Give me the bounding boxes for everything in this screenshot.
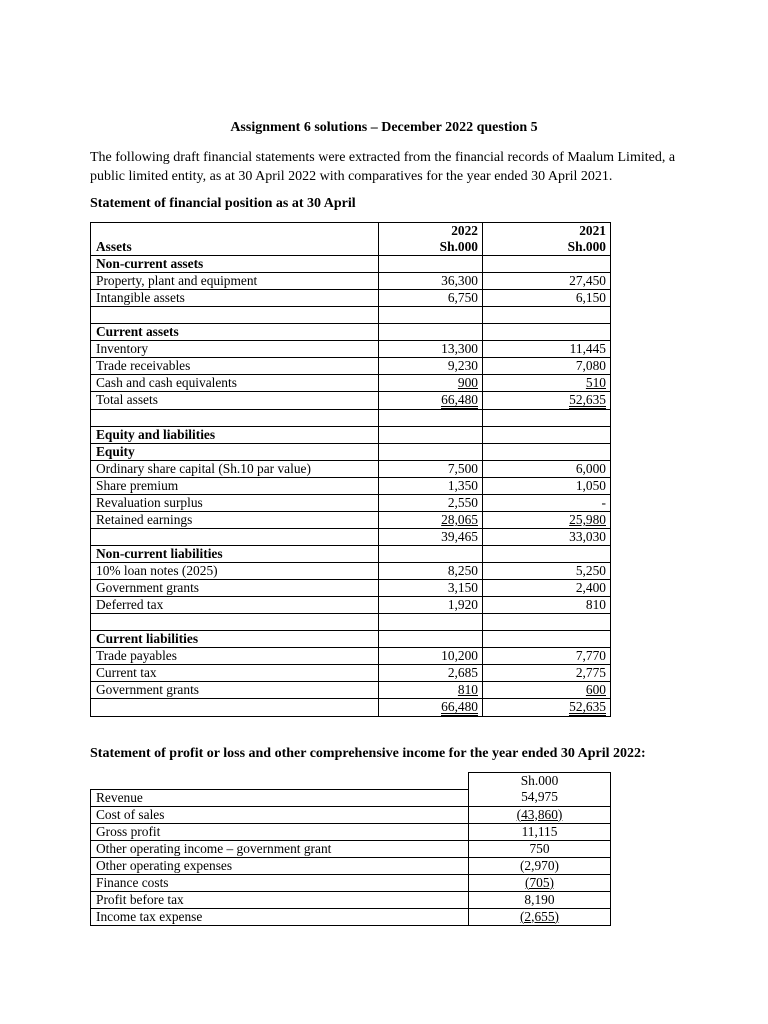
equity-liabilities-label: Equity and liabilities [91,427,379,444]
table-row [91,375,611,392]
cash-2021: 510 [585,375,606,390]
total-el-2021: 52,635 [569,699,606,714]
ppe-2021: 27,450 [483,273,611,290]
intangible-2022: 6,750 [379,290,483,307]
loan-notes-label: 10% loan notes (2025) [91,563,379,580]
table-row [91,444,611,461]
receivables-2021: 7,080 [483,358,611,375]
table-row [91,857,611,874]
pl-row-label: Income tax expense [91,908,469,925]
assets-label: Assets [91,239,379,256]
sfp-heading: Statement of financial position as at 30 April [90,196,356,211]
gov-grants-nc-2022: 3,150 [379,580,483,597]
share-capital-2022: 7,500 [379,461,483,478]
gov-grants-c-2021: 600 [585,682,606,697]
intro-paragraph: The following draft financial statements were extracted from the financial records of Maalum Limited, a public limited entity, as at 30 April 2022 with comparatives for the year ended 30 April 2021. [90,150,676,184]
table-row [91,358,611,375]
sfp-table [90,222,611,717]
loan-notes-2021: 5,250 [483,563,611,580]
payables-label: Trade payables [91,648,379,665]
deferred-tax-2021: 810 [483,597,611,614]
share-capital-label: Ordinary share capital (Sh.10 par value) [91,461,379,478]
document-title: Assignment 6 solutions – December 2022 question 5 [230,120,538,135]
payables-2022: 10,200 [379,648,483,665]
pl-row-label: Revenue [91,789,469,806]
cl-label: Current liabilities [91,631,379,648]
table-row [91,427,611,444]
receivables-label: Trade receivables [91,358,379,375]
retained-2022: 28,065 [441,512,478,527]
table-row [91,597,611,614]
revaluation-2022: 2,550 [379,495,483,512]
table-row [91,908,611,925]
retained-label: Retained earnings [91,512,379,529]
gov-grants-c-label: Government grants [91,682,379,699]
table-row [91,410,611,427]
table-row [91,789,611,806]
pl-row-label: Gross profit [91,823,469,840]
table-row [91,699,611,717]
pl-row-value: (2,970) [519,857,560,873]
pl-row-value: 8,190 [524,891,555,907]
current-tax-label: Current tax [91,665,379,682]
pl-table [90,772,611,926]
pl-row-value: 750 [529,840,550,856]
table-row [91,512,611,529]
table-row [91,495,611,512]
total-assets-2022: 66,480 [441,392,478,407]
total-el-2022: 66,480 [441,699,478,714]
pl-row-value: (43,860) [516,806,563,822]
revaluation-2021: - [483,495,611,512]
table-row [91,478,611,495]
table-row [91,290,611,307]
pl-row-label: Profit before tax [91,891,469,908]
table-row [91,682,611,699]
table-row [91,324,611,341]
table-row [91,580,611,597]
table-row [91,614,611,631]
pl-row-value: 11,115 [521,823,558,839]
col-2021-year: 2021 [483,223,611,240]
current-tax-2022: 2,685 [379,665,483,682]
table-row [91,461,611,478]
pl-row-label: Cost of sales [91,806,469,823]
table-row [91,239,611,256]
table-row [91,256,611,273]
share-premium-2021: 1,050 [483,478,611,495]
nca-label: Non-current assets [91,256,379,273]
inventory-2022: 13,300 [379,341,483,358]
table-row [91,546,611,563]
ppe-2022: 36,300 [379,273,483,290]
intangible-label: Intangible assets [91,290,379,307]
ca-label: Current assets [91,324,379,341]
table-row [91,341,611,358]
gov-grants-nc-2021: 2,400 [483,580,611,597]
revaluation-label: Revaluation surplus [91,495,379,512]
total-assets-label: Total assets [91,392,379,410]
table-row [91,840,611,857]
table-row [91,823,611,840]
table-row [91,631,611,648]
table-row [91,273,611,290]
ncl-label: Non-current liabilities [91,546,379,563]
gov-grants-c-2022: 810 [457,682,478,697]
table-row [91,307,611,324]
pl-unit: Sh.000 [469,773,611,790]
intangible-2021: 6,150 [483,290,611,307]
table-row [91,806,611,823]
receivables-2022: 9,230 [379,358,483,375]
current-tax-2021: 2,775 [483,665,611,682]
share-capital-2021: 6,000 [483,461,611,478]
table-row [91,529,611,546]
pl-row-label: Finance costs [91,874,469,891]
ppe-label: Property, plant and equipment [91,273,379,290]
gov-grants-nc-label: Government grants [91,580,379,597]
col-2022-unit: Sh.000 [379,239,483,256]
inventory-label: Inventory [91,341,379,358]
equity-total-2021: 33,030 [483,529,611,546]
pl-row-value: (2,655) [519,908,560,924]
table-row [91,648,611,665]
share-premium-label: Share premium [91,478,379,495]
cash-2022: 900 [457,375,478,390]
pl-row-value: 54,975 [521,789,558,804]
share-premium-2022: 1,350 [379,478,483,495]
table-row [91,392,611,410]
equity-label: Equity [91,444,379,461]
total-assets-2021: 52,635 [569,392,606,407]
payables-2021: 7,770 [483,648,611,665]
table-row [91,563,611,580]
equity-total-2022: 39,465 [379,529,483,546]
inventory-2021: 11,445 [483,341,611,358]
loan-notes-2022: 8,250 [379,563,483,580]
col-2021-unit: Sh.000 [483,239,611,256]
pl-row-label: Other operating income – government grant [91,840,469,857]
deferred-tax-label: Deferred tax [91,597,379,614]
table-row [91,223,611,240]
cash-label: Cash and cash equivalents [91,375,379,392]
retained-2021: 25,980 [569,512,606,527]
table-row [91,773,611,790]
pl-heading: Statement of profit or loss and other comprehensive income for the year ended 30 April 2022: [90,746,646,761]
table-row [91,665,611,682]
deferred-tax-2022: 1,920 [379,597,483,614]
table-row [91,874,611,891]
table-row [91,891,611,908]
pl-row-label: Other operating expenses [91,857,469,874]
col-2022-year: 2022 [379,223,483,240]
pl-row-value: (705) [524,874,554,890]
